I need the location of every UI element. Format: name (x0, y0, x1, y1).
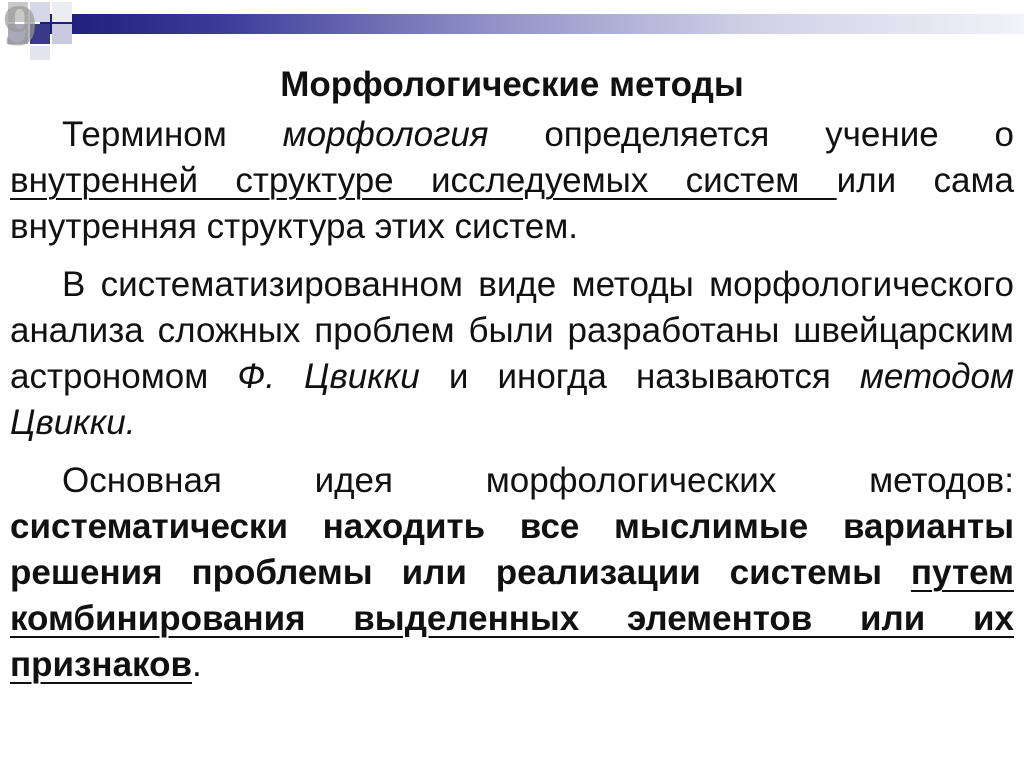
text-run: В систематизированном виде методы морфологического анализа сложных проблем были разработаны швейцарским астрономом (10, 265, 1014, 396)
bold-underlined-phrase: путем комбинирования выделенных элементов или их признаков (10, 553, 1014, 684)
header-banner (0, 0, 1024, 58)
text-run: Основная идея морфологических методов: (62, 461, 1014, 500)
paragraph-main-idea (10, 458, 1014, 688)
paragraph-history (10, 262, 1014, 446)
text-run: Термином (62, 115, 283, 154)
decor-square (52, 24, 72, 44)
paragraph-definition (10, 112, 1014, 250)
slide-body (10, 62, 1014, 700)
gradient-bar (40, 14, 1024, 34)
decor-square (52, 2, 72, 22)
text-run: или сама внутренняя структура этих систем. (10, 161, 1014, 246)
italic-name: Ф. Цвикки (237, 357, 420, 396)
italic-method-name: методом Цвикки. (10, 357, 1014, 442)
text-run: и иногда называются (419, 357, 860, 396)
underlined-phrase: внутренней структуре исследуемых систем (10, 161, 837, 200)
slide-title: Морфологические методы (280, 65, 744, 104)
bold-phrase: систематически находить все мыслимые варианты решения проблемы или реализации системы (10, 507, 1014, 592)
corner-number-glyph: 9 (2, 0, 39, 58)
italic-term: морфология (282, 115, 489, 154)
text-run: . (192, 645, 202, 684)
text-run: определяется учение о (488, 115, 1014, 154)
